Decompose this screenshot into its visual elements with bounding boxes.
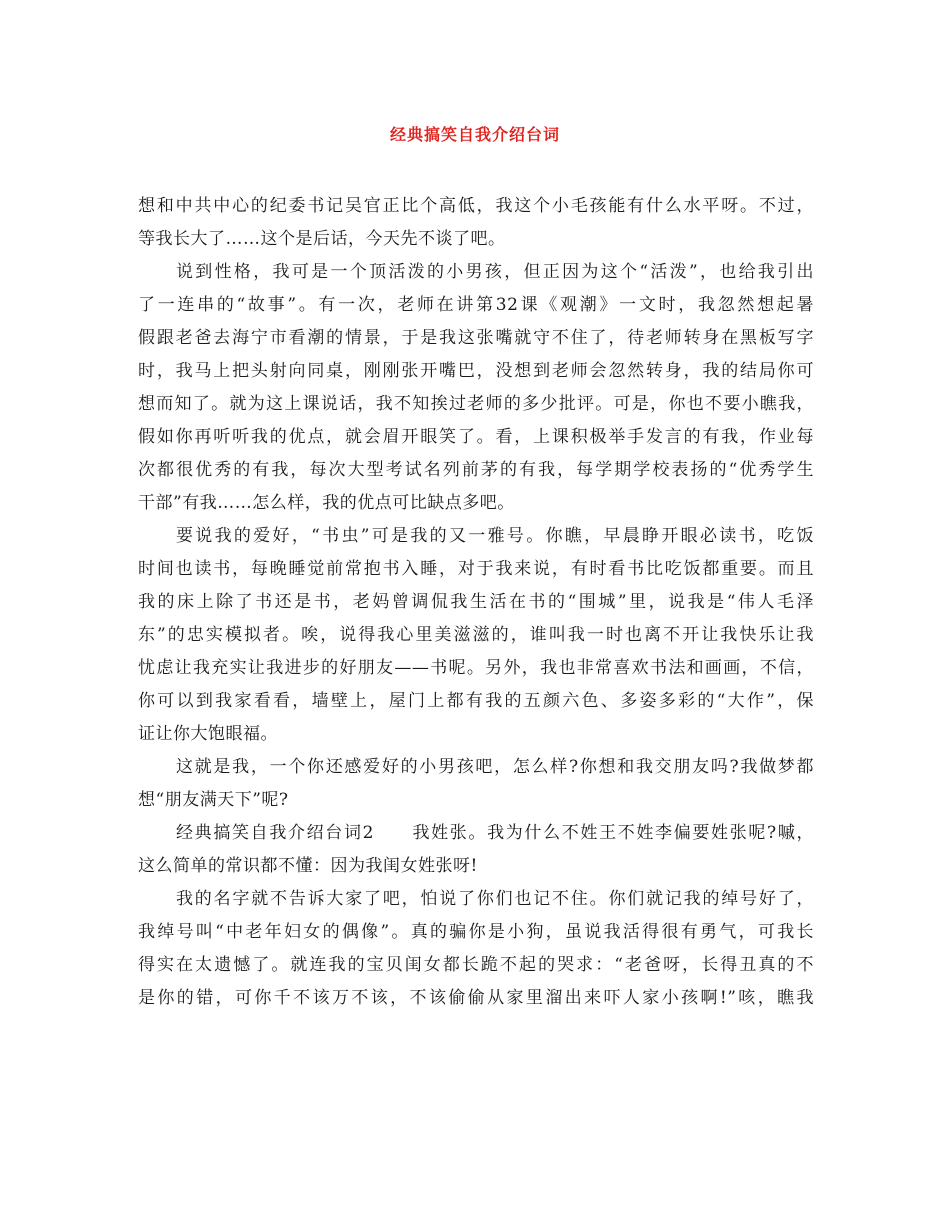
text-line: 这就是我，一个你还感爱好的小男孩吧，怎么样?你想和我交朋友吗?我做梦都 (176, 757, 814, 777)
text-line: 我的名字就不告诉大家了吧，怕说了你们也记不住。你们就记我的绰号好了， (176, 889, 814, 909)
text-line: 是你的错，可你千不该万不该，不该偷偷从家里溜出来吓人家小孩啊!”咳，瞧我 (138, 988, 814, 1008)
text-line: 想“朋友满天下”呢? (138, 790, 289, 810)
document-title: 经典搞笑自我介绍台词 (389, 125, 560, 144)
text-line: 我的床上除了书还是书，老妈曾调侃我生活在书的“围城”里，说我是“伟人毛泽 (138, 592, 814, 612)
text-line: 说到性格，我可是一个顶活泼的小男孩，但正因为这个“活泼”，也给我引出 (176, 262, 814, 282)
text-line: 次都很优秀的有我，每次大型考试名列前茅的有我，每学期学校表扬的“优秀学生 (138, 460, 814, 480)
text-line: 等我长大了……这个是后话，今天先不谈了吧。 (138, 229, 506, 249)
text-line: 经典搞笑自我介绍台词2 我姓张。我为什么不姓王不姓李偏要姓张呢?嘁， (176, 823, 814, 843)
text-line: 想和中共中心的纪委书记吴官正比个高低，我这个小毛孩能有什么水平呀。不过， (138, 196, 814, 216)
text-line: 你可以到我家看看，墙壁上，屋门上都有我的五颜六色、多姿多彩的“大作”，保 (138, 691, 814, 711)
text-line: 假如你再听听我的优点，就会眉开眼笑了。看，上课积极举手发言的有我，作业每 (138, 427, 814, 447)
document-body (138, 190, 814, 1015)
text-line: 假跟老爸去海宁市看潮的情景，于是我这张嘴就守不住了，待老师转身在黑板写字 (138, 328, 814, 348)
text-line: 得实在太遗憾了。就连我的宝贝闺女都长跪不起的哭求：“老爸呀，长得丑真的不 (138, 955, 814, 975)
text-line: 这么简单的常识都不懂：因为我闺女姓张呀! (138, 856, 478, 876)
text-line: 干部”有我……怎么样，我的优点可比缺点多吧。 (138, 493, 515, 513)
text-line: 想而知了。就为这上课说话，我不知挨过老师的多少批评。可是，你也不要小瞧我， (138, 394, 814, 414)
text-line: 证让你大饱眼福。 (138, 724, 278, 744)
text-line: 要说我的爱好，“书虫”可是我的又一雅号。你瞧，早晨睁开眼必读书，吃饭 (176, 526, 814, 546)
text-line: 我绰号叫“中老年妇女的偶像”。真的骗你是小狗，虽说我活得很有勇气，可我长 (138, 922, 814, 942)
text-line: 了一连串的“故事”。有一次，老师在讲第32课《观潮》一文时，我忽然想起暑 (138, 295, 814, 315)
text-line: 时，我马上把头射向同桌，刚刚张开嘴巴，没想到老师会忽然转身，我的结局你可 (138, 361, 814, 381)
text-line: 忧虑让我充实让我进步的好朋友——书呢。另外，我也非常喜欢书法和画画，不信， (138, 658, 814, 678)
text-line: 时间也读书，每晚睡觉前常抱书入睡，对于我来说，有时看书比吃饭都重要。而且 (138, 559, 814, 579)
text-line: 东”的忠实模拟者。唉，说得我心里美滋滋的，谁叫我一时也离不开让我快乐让我 (138, 625, 814, 645)
